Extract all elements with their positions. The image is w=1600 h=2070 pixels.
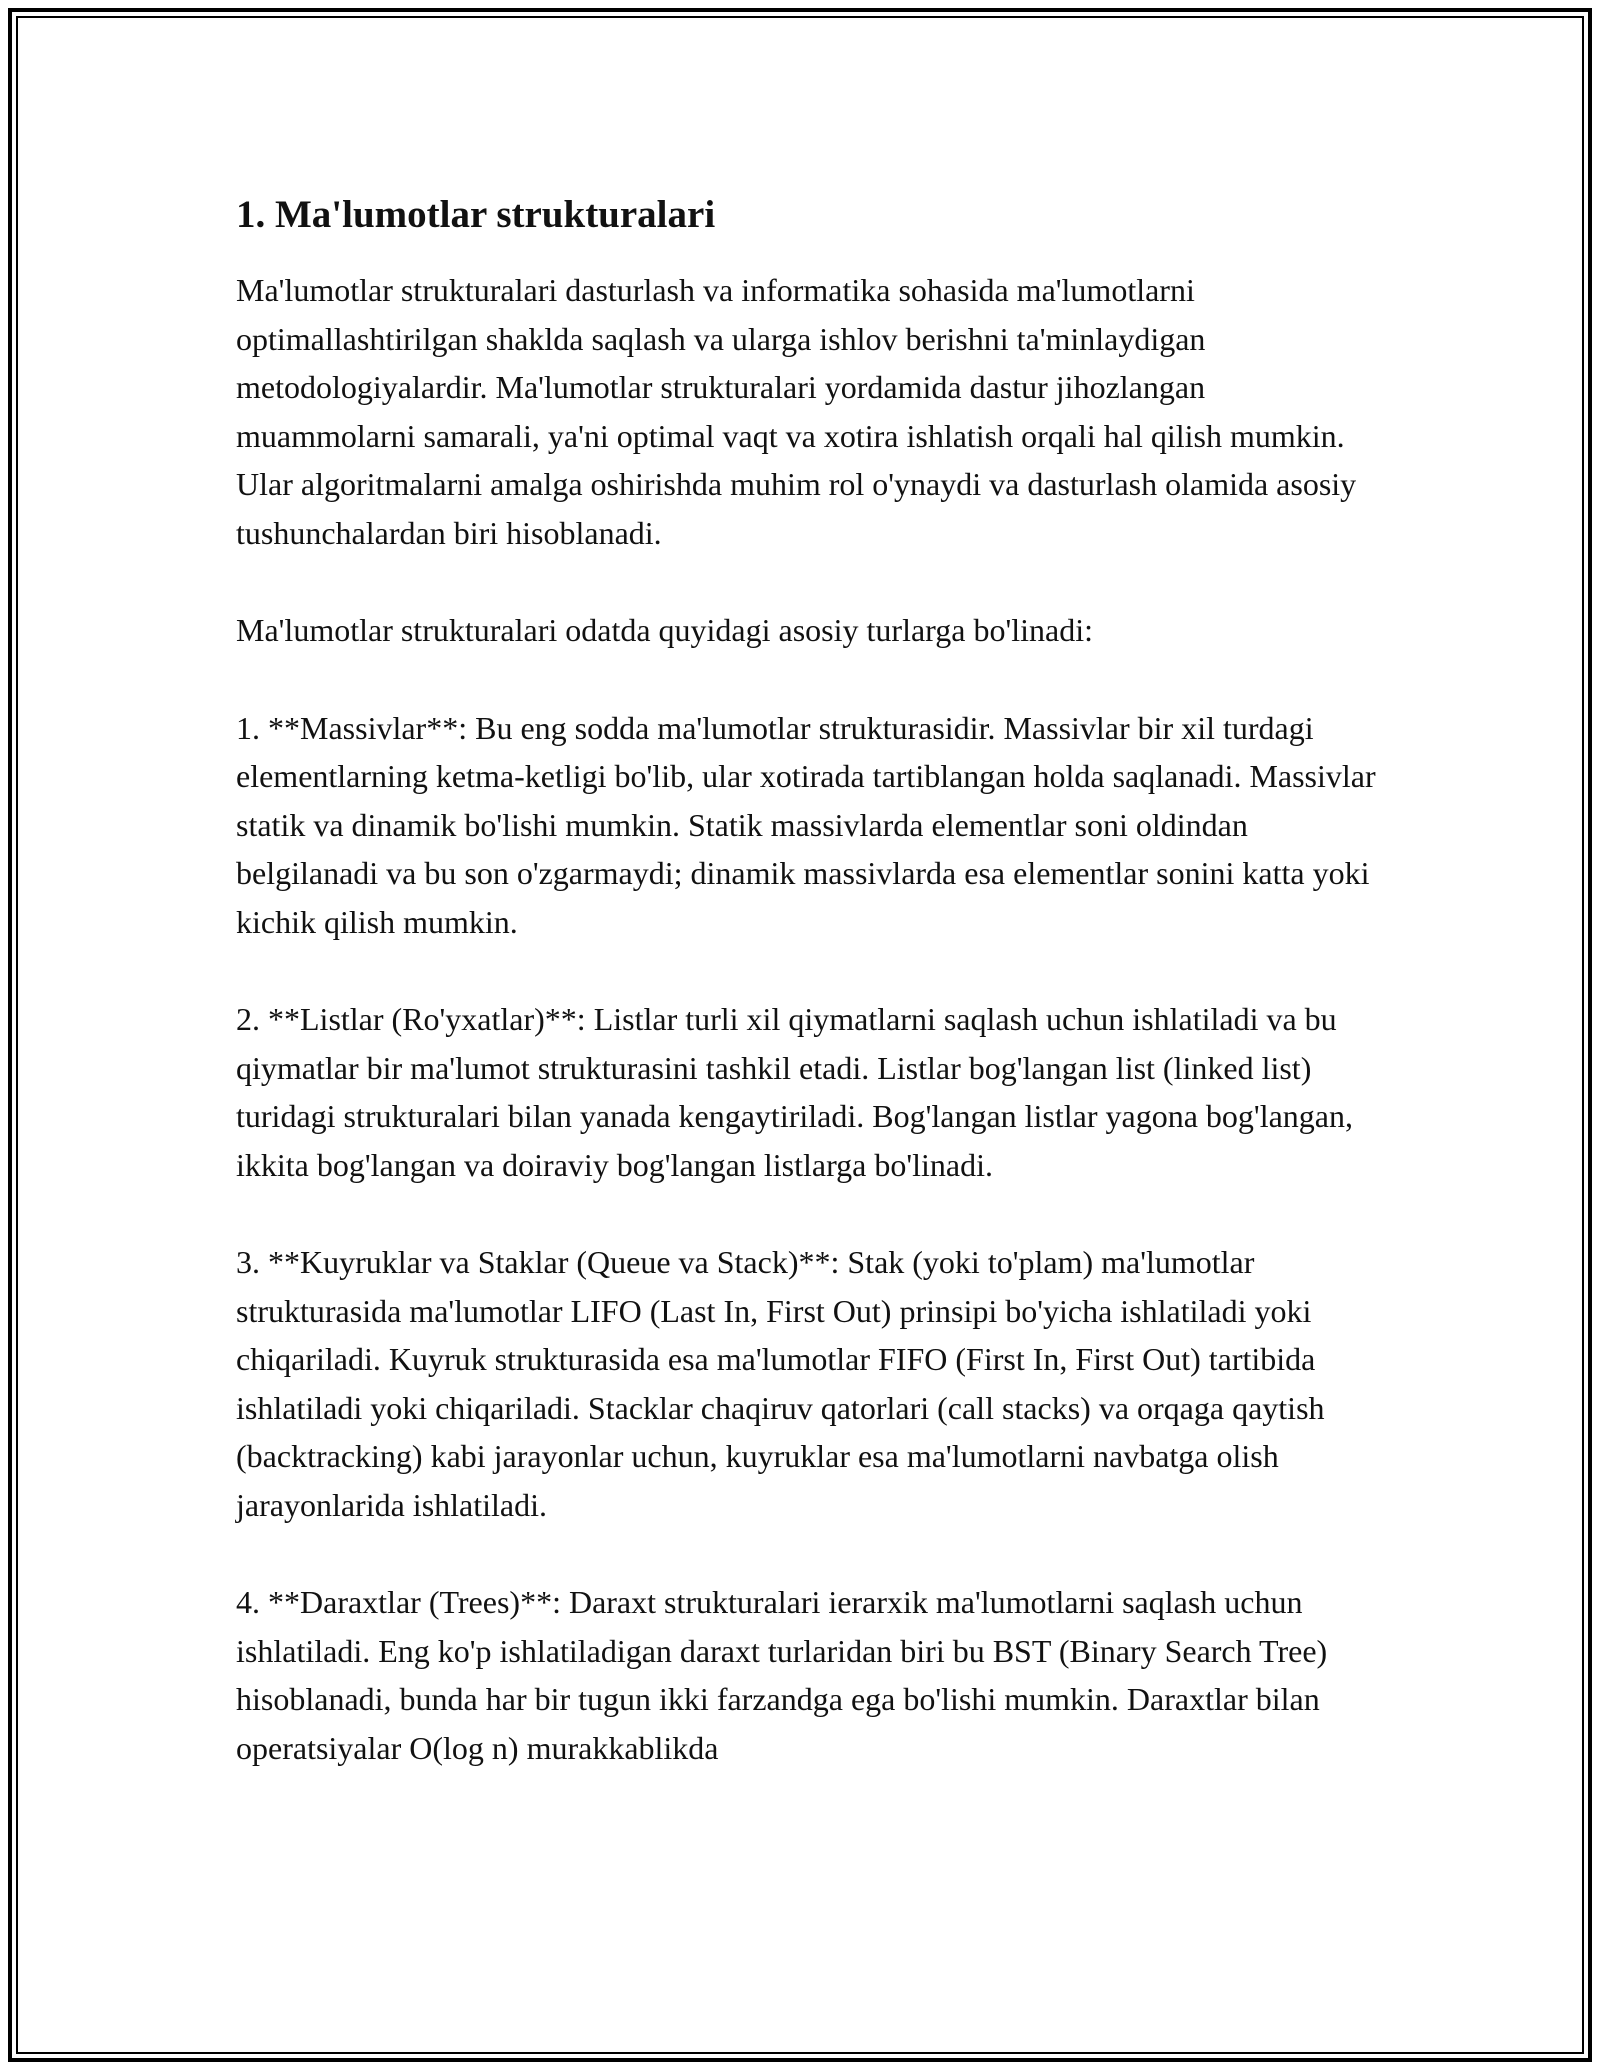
paragraph-arrays: 1. **Massivlar**: Bu eng sodda ma'lumotlar strukturasidir. Massivlar bir xil turdagi elementlarning ketma-ketligi bo'lib, ular xotirada tartiblangan holda saqlanadi. Massivlar statik va dinamik bo'lishi mumkin. Statik massivlarda elementlar soni oldindan belgilanadi va bu son o'zgarmaydi; dinamik massivlarda esa elementlar sonini katta yoki kichik qilish mumkin. [236, 709, 1376, 940]
paragraph-trees: 4. **Daraxtlar (Trees)**: Daraxt strukturalari ierarxik ma'lumotlarni saqlash uchun ishlatiladi. Eng ko'p ishlatiladigan daraxt turlaridan biri bu BST (Binary Search Tree) hisoblanadi, bunda har bir tugun ikki farzandga ega bo'lishi mumkin. Daraxtlar bilan operatsiyalar O(log n) murakkablikda [236, 1584, 1328, 1766]
paragraph-intro: Ma'lumotlar strukturalari dasturlash va informatika sohasida ma'lumotlarni optimallashtirilgan shaklda saqlash va ularga ishlov berishni ta'minlaydigan metodologiyalardir. Ma'lumotlar strukturalari yordamida dastur jihozlangan muammolarni samarali, ya'ni optimal vaqt va xotira ishlatish orqali hal qilish mumkin. Ular algoritmalarni amalga oshirishda muhim rol o'ynaydi va dasturlash olamida asosiy tushunchalardan biri hisoblanadi. [236, 272, 1357, 551]
document-title: 1. Ma'lumotlar strukturalari [236, 193, 716, 236]
paragraph-lists: 2. **Listlar (Ro'yxatlar)**: Listlar turli xil qiymatlarni saqlash uchun ishlatiladi va bu qiymatlar bir ma'lumot strukturasini tashkil etadi. Listlar bog'langan list (linked list) turidagi strukturalari bilan yanada kengaytiriladi. Bog'langan listlar yagona bog'langan, ikkita bog'langan va doiraviy bog'langan listlarga bo'linadi. [236, 1001, 1353, 1183]
paragraph-types-lead: Ma'lumotlar strukturalari odatda quyidagi asosiy turlarga bo'linadi: [236, 612, 1093, 648]
document-body [236, 190, 1386, 1821]
paragraph-queues-stacks: 3. **Kuyruklar va Staklar (Queue va Stack)**: Stak (yoki to'plam) ma'lumotlar strukturasida ma'lumotlar LIFO (Last In, First Out) prinsipi bo'yicha ishlatiladi yoki chiqariladi. Kuyruk strukturasida esa ma'lumotlar FIFO (First In, First Out) tartibida ishlatiladi yoki chiqariladi. Stacklar chaqiruv qatorlari (call stacks) va orqaga qaytish (backtracking) kabi jarayonlar uchun, kuyruklar esa ma'lumotlarni navbatga olish jarayonlarida ishlatiladi. [236, 1244, 1325, 1523]
